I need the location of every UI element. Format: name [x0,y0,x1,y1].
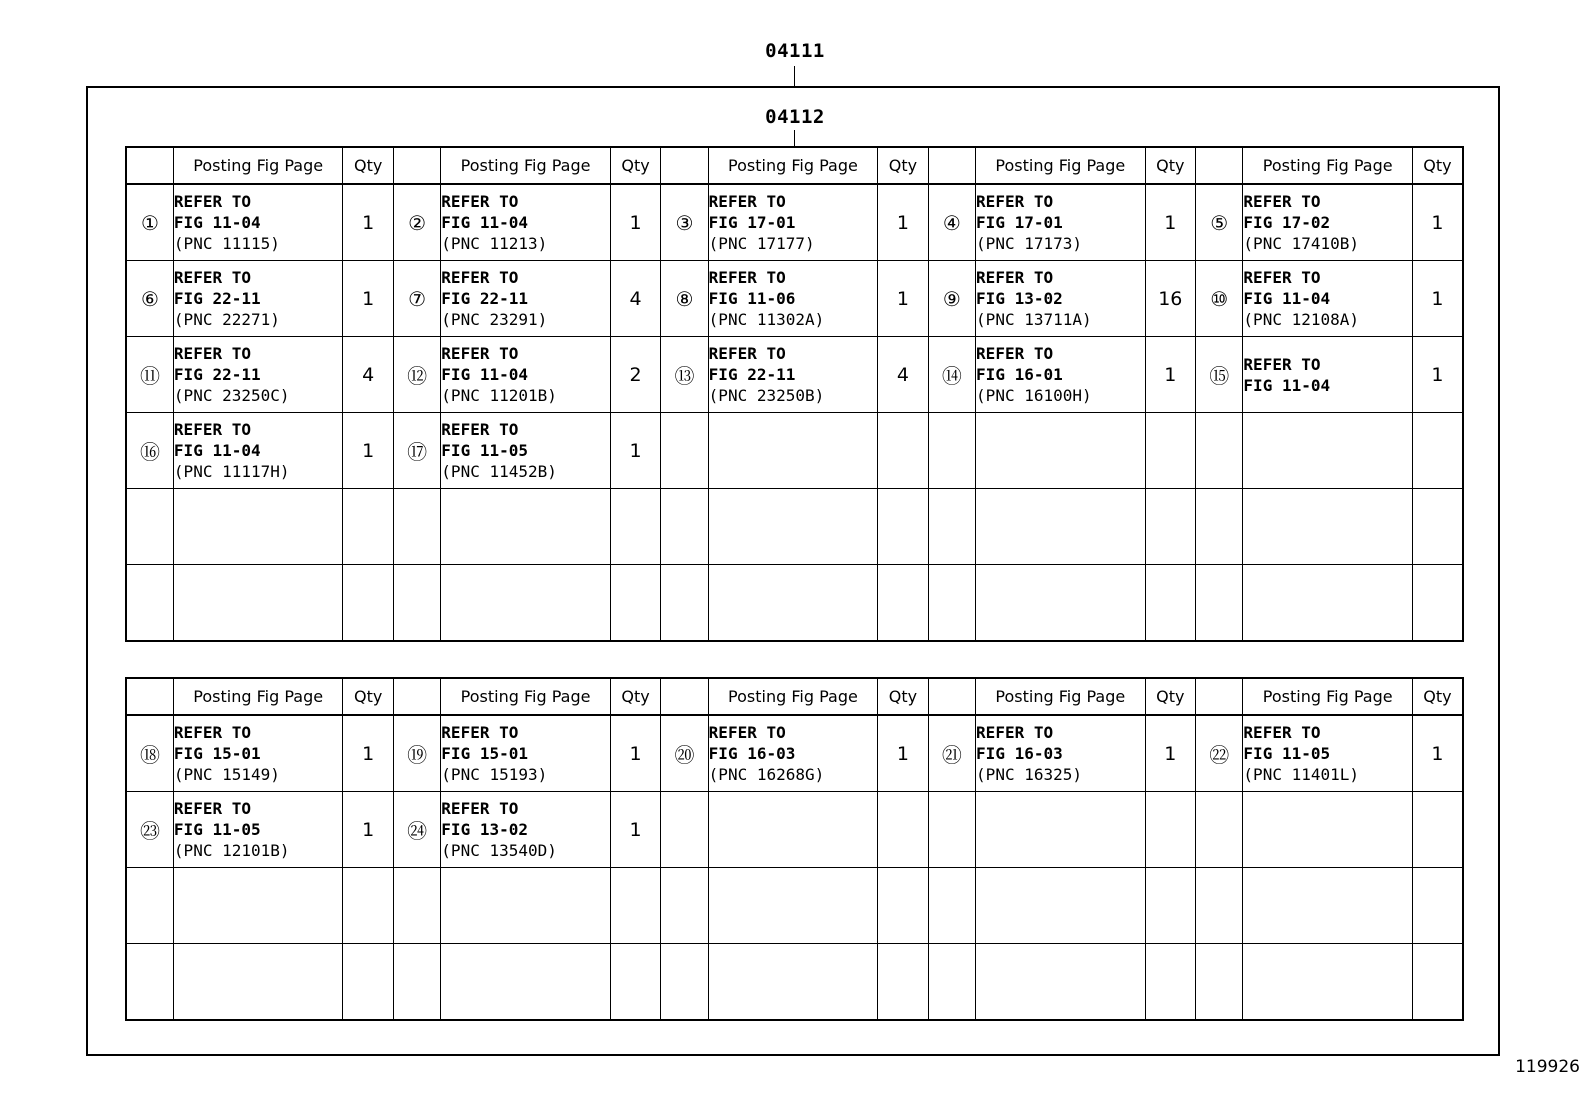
header-blank-cell [126,147,173,184]
item-number [661,868,708,944]
fig-reference: FIG 13-02 [441,820,528,839]
reference-cell [173,184,343,261]
table-row [126,944,1463,1021]
header-blank-cell [393,678,440,715]
quantity-cell: 4 [610,261,660,337]
subassembly-leader-line [794,130,795,147]
quantity-cell [1145,489,1195,565]
reference-cell [173,944,343,1021]
refer-to-text: REFER TO [173,192,251,211]
quantity-cell: 2 [610,337,660,413]
quantity-cell [343,944,393,1021]
subassembly-label: 04112 [765,106,825,128]
fig-reference: FIG 17-01 [708,213,796,232]
table-row [126,489,1463,565]
fig-reference: FIG 11-04 [1243,289,1331,308]
header-qty: Qty [1145,147,1195,184]
fig-reference: FIG 11-05 [441,441,528,460]
header-posting-fig-page: Posting Fig Page [976,678,1146,715]
fig-reference: FIG 15-01 [173,744,261,763]
pnc-number: (PNC 11401L) [1243,765,1360,784]
quantity-cell [1145,413,1195,489]
item-number [1196,944,1243,1021]
fig-reference: FIG 13-02 [976,289,1063,308]
refer-to-text: REFER TO [708,344,786,363]
quantity-cell [1412,565,1463,642]
header-blank-cell [661,147,708,184]
pnc-number: (PNC 23291) [441,310,548,329]
item-number [126,944,173,1021]
pnc-number: (PNC 17173) [976,234,1083,253]
fig-reference: FIG 16-01 [976,365,1063,384]
reference-cell [1243,944,1413,1021]
reference-cell [1243,413,1413,489]
reference-cell [976,337,1146,413]
fig-reference: FIG 11-05 [173,820,261,839]
fig-reference: FIG 11-04 [173,213,261,232]
reference-cell [1243,489,1413,565]
item-number: ⑫ [393,337,440,413]
pnc-number: (PNC 16100H) [976,386,1092,405]
quantity-cell: 1 [610,715,660,792]
pnc-number: (PNC 17410B) [1243,234,1360,253]
item-number [928,868,975,944]
refer-to-text: REFER TO [441,268,519,287]
quantity-cell [878,792,928,868]
refer-to-text: REFER TO [173,268,251,287]
item-number: ⑱ [126,715,173,792]
item-number: ⑤ [1196,184,1243,261]
reference-cell [708,184,878,261]
quantity-cell [1412,944,1463,1021]
refer-to-text: REFER TO [976,344,1054,363]
quantity-cell: 1 [1412,337,1463,413]
reference-cell [1243,184,1413,261]
quantity-cell [878,868,928,944]
table-row [126,792,1463,868]
quantity-cell [1412,489,1463,565]
quantity-cell [1145,565,1195,642]
table-header [126,678,1463,715]
reference-cell [441,184,611,261]
reference-cell [976,792,1146,868]
quantity-cell: 1 [610,184,660,261]
reference-cell [441,489,611,565]
quantity-cell: 1 [343,261,393,337]
item-number: ⑳ [661,715,708,792]
quantity-cell [1412,413,1463,489]
quantity-cell: 1 [1145,715,1195,792]
reference-cell [708,489,878,565]
quantity-cell: 1 [343,792,393,868]
item-number [393,868,440,944]
reference-cell [708,792,878,868]
item-number [928,489,975,565]
fig-reference: FIG 11-05 [1243,744,1331,763]
header-posting-fig-page: Posting Fig Page [441,678,611,715]
header-qty: Qty [343,678,393,715]
reference-cell [708,715,878,792]
quantity-cell [1412,792,1463,868]
item-number [393,944,440,1021]
refer-to-text: REFER TO [173,723,251,742]
fig-reference: FIG 11-04 [441,213,528,232]
item-number: ⑩ [1196,261,1243,337]
fig-reference: FIG 11-04 [441,365,528,384]
item-number [126,868,173,944]
pnc-number: (PNC 16268G) [708,765,825,784]
table-row [126,868,1463,944]
quantity-cell: 16 [1145,261,1195,337]
pnc-number: (PNC 11452B) [441,462,557,481]
item-number: ① [126,184,173,261]
reference-cell [1243,715,1413,792]
item-number [928,413,975,489]
refer-to-text: REFER TO [1243,723,1321,742]
refer-to-text: REFER TO [708,192,786,211]
pnc-number: (PNC 11302A) [708,310,825,329]
table-header [126,147,1463,184]
item-number [1196,792,1243,868]
fig-reference: FIG 11-04 [173,441,261,460]
reference-cell [976,868,1146,944]
fig-reference: FIG 22-11 [173,365,261,384]
header-qty: Qty [1412,147,1463,184]
reference-cell [976,184,1146,261]
item-number [928,792,975,868]
pnc-number: (PNC 22271) [173,310,280,329]
refer-to-text: REFER TO [1243,192,1321,211]
item-number: ㉔ [393,792,440,868]
reference-cell [708,337,878,413]
reference-cell [173,337,343,413]
header-qty: Qty [1412,678,1463,715]
quantity-cell [878,413,928,489]
reference-cell [441,868,611,944]
refer-to-text: REFER TO [708,723,786,742]
quantity-cell [610,489,660,565]
item-number: ⑬ [661,337,708,413]
pnc-number: (PNC 12101B) [173,841,290,860]
pnc-number: (PNC 13540D) [441,841,557,860]
reference-cell [708,868,878,944]
parts-table-1 [125,146,1464,642]
pnc-number: (PNC 16325) [976,765,1083,784]
item-number: ④ [928,184,975,261]
header-posting-fig-page: Posting Fig Page [1243,147,1413,184]
item-number: ⑨ [928,261,975,337]
quantity-cell [1145,868,1195,944]
refer-to-text: REFER TO [976,192,1054,211]
quantity-cell [1145,792,1195,868]
refer-to-text: REFER TO [173,799,251,818]
reference-cell [1243,337,1413,413]
fig-reference: FIG 17-01 [976,213,1063,232]
fig-reference: FIG 16-03 [976,744,1063,763]
item-number: ⑥ [126,261,173,337]
pnc-number: (PNC 11213) [441,234,548,253]
header-posting-fig-page: Posting Fig Page [1243,678,1413,715]
pnc-number: (PNC 12108A) [1243,310,1360,329]
reference-cell [708,944,878,1021]
header-posting-fig-page: Posting Fig Page [173,678,343,715]
pnc-number: (PNC 15149) [173,765,280,784]
reference-cell [1243,868,1413,944]
header-qty: Qty [878,678,928,715]
item-number: ⑰ [393,413,440,489]
item-number: ⑪ [126,337,173,413]
item-number [661,944,708,1021]
quantity-cell: 1 [878,184,928,261]
quantity-cell [343,489,393,565]
header-posting-fig-page: Posting Fig Page [441,147,611,184]
refer-to-text: REFER TO [173,420,251,439]
quantity-cell [878,565,928,642]
item-number: ⑧ [661,261,708,337]
item-number: ② [393,184,440,261]
item-number: ⑯ [126,413,173,489]
reference-cell [1243,565,1413,642]
header-blank-cell [1196,147,1243,184]
header-qty: Qty [343,147,393,184]
reference-cell [1243,792,1413,868]
refer-to-text: REFER TO [441,192,519,211]
item-number: ③ [661,184,708,261]
fig-reference: FIG 15-01 [441,744,528,763]
item-number: ⑮ [1196,337,1243,413]
reference-cell [441,413,611,489]
reference-cell [976,413,1146,489]
quantity-cell: 1 [1412,261,1463,337]
table-row [126,413,1463,489]
reference-cell [441,792,611,868]
refer-to-text: REFER TO [976,723,1054,742]
item-number: ⑭ [928,337,975,413]
quantity-cell: 4 [343,337,393,413]
quantity-cell: 1 [1145,337,1195,413]
pnc-number: (PNC 23250C) [173,386,290,405]
reference-cell [441,261,611,337]
item-number [1196,413,1243,489]
refer-to-text: REFER TO [976,268,1054,287]
reference-cell [441,337,611,413]
quantity-cell [343,565,393,642]
refer-to-text: REFER TO [441,420,519,439]
quantity-cell [1412,868,1463,944]
fig-reference: FIG 22-11 [441,289,528,308]
refer-to-text: REFER TO [441,723,519,742]
table-row [126,184,1463,261]
item-number [1196,868,1243,944]
fig-reference: FIG 11-04 [1243,375,1331,395]
item-number [661,565,708,642]
item-number [661,489,708,565]
item-number [393,565,440,642]
item-number [928,565,975,642]
pnc-number: (PNC 17177) [708,234,815,253]
refer-to-text: REFER TO [1243,354,1321,374]
quantity-cell [878,944,928,1021]
quantity-cell: 1 [1412,715,1463,792]
item-number: ㉒ [1196,715,1243,792]
quantity-cell: 1 [878,261,928,337]
item-number [126,489,173,565]
fig-reference: FIG 22-11 [708,365,796,384]
header-blank-cell [661,678,708,715]
fig-reference: FIG 16-03 [708,744,796,763]
quantity-cell: 1 [343,184,393,261]
table-row [126,337,1463,413]
reference-cell [708,413,878,489]
reference-cell [441,715,611,792]
refer-to-text: REFER TO [441,344,519,363]
header-qty: Qty [1145,678,1195,715]
quantity-cell [610,868,660,944]
refer-to-text: REFER TO [173,344,251,363]
pnc-number: (PNC 11115) [173,234,280,253]
header-posting-fig-page: Posting Fig Page [173,147,343,184]
quantity-cell: 1 [878,715,928,792]
item-number [928,944,975,1021]
reference-cell [173,868,343,944]
reference-cell [976,261,1146,337]
quantity-cell: 4 [878,337,928,413]
refer-to-text: REFER TO [708,268,786,287]
quantity-cell: 1 [1412,184,1463,261]
reference-cell [173,792,343,868]
quantity-cell [610,944,660,1021]
header-blank-cell [393,147,440,184]
quantity-cell: 1 [610,413,660,489]
refer-to-text: REFER TO [1243,268,1321,287]
parts-table-2 [125,677,1464,1021]
reference-cell [976,715,1146,792]
item-number [661,413,708,489]
pnc-number: (PNC 11117H) [173,462,290,481]
item-number: ⑦ [393,261,440,337]
header-posting-fig-page: Posting Fig Page [976,147,1146,184]
reference-cell [976,565,1146,642]
reference-cell [173,413,343,489]
pnc-number: (PNC 15193) [441,765,548,784]
quantity-cell: 1 [343,413,393,489]
reference-cell [173,489,343,565]
header-posting-fig-page: Posting Fig Page [708,678,878,715]
header-blank-cell [928,147,975,184]
quantity-cell [1145,944,1195,1021]
item-number: ⑲ [393,715,440,792]
fig-reference: FIG 11-06 [708,289,796,308]
reference-cell [173,715,343,792]
refer-to-text: REFER TO [441,799,519,818]
quantity-cell [343,868,393,944]
diagram-id: 119926 [1515,1057,1580,1077]
fig-reference: FIG 22-11 [173,289,261,308]
item-number: ㉑ [928,715,975,792]
item-number [393,489,440,565]
pnc-number: (PNC 11201B) [441,386,557,405]
reference-cell [173,565,343,642]
item-number [1196,565,1243,642]
quantity-cell [610,565,660,642]
header-qty: Qty [610,678,660,715]
reference-cell [173,261,343,337]
assembly-leader-line [794,66,795,86]
header-qty: Qty [878,147,928,184]
table-row [126,715,1463,792]
item-number [1196,489,1243,565]
quantity-cell: 1 [610,792,660,868]
reference-cell [441,565,611,642]
pnc-number: (PNC 13711A) [976,310,1092,329]
header-blank-cell [928,678,975,715]
table-row [126,261,1463,337]
quantity-cell: 1 [1145,184,1195,261]
reference-cell [441,944,611,1021]
assembly-label: 04111 [765,40,825,62]
item-number [661,792,708,868]
pnc-number: (PNC 23250B) [708,386,825,405]
reference-cell [976,489,1146,565]
header-qty: Qty [610,147,660,184]
header-blank-cell [126,678,173,715]
quantity-cell: 1 [343,715,393,792]
item-number: ㉓ [126,792,173,868]
quantity-cell [878,489,928,565]
header-blank-cell [1196,678,1243,715]
reference-cell [708,261,878,337]
fig-reference: FIG 17-02 [1243,213,1331,232]
table-row [126,565,1463,642]
header-posting-fig-page: Posting Fig Page [708,147,878,184]
reference-cell [976,944,1146,1021]
item-number [126,565,173,642]
reference-cell [708,565,878,642]
reference-cell [1243,261,1413,337]
